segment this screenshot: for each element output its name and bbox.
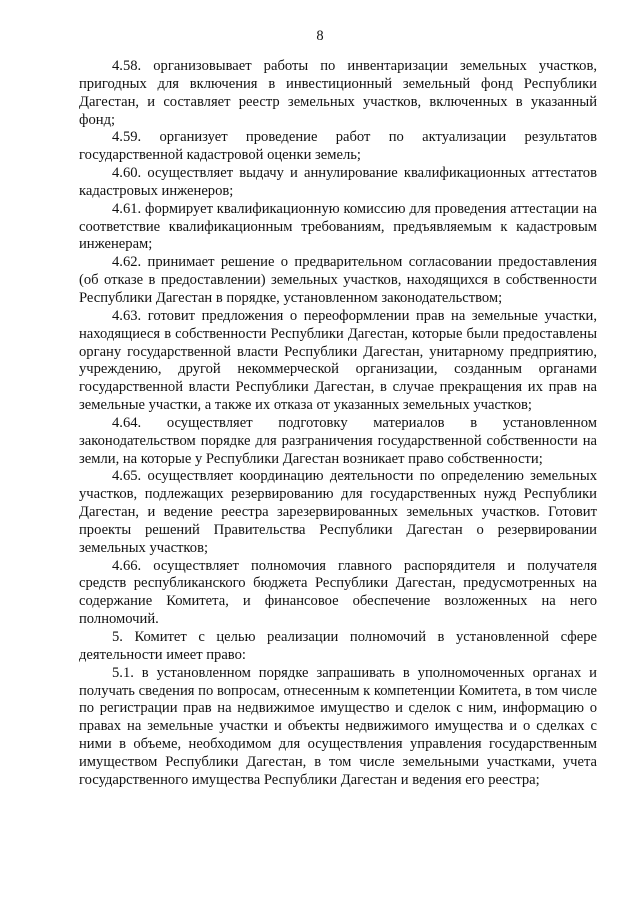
paragraph-5-1: 5.1. в установленном порядке запрашивать в уполномоченных органах и получать сведения по вопросам, отнесенным к компетенции Комитета, в том числе по регистрации прав на недвижимое имущество и сделок с ним, информацию о правах на земельные участки и объекты недвижимого имущества и о сделках с ними в объеме, необходимом для осуществления управления государственным имуществом Республики Дагестан, в том числе земельными участками, учета государственного имущества Республики Дагестан и ведения его реестра;	[79, 664, 597, 788]
paragraph-4-63: 4.63. готовит предложения о переоформлении прав на земельные участки, находящиеся в собственности Республики Дагестан, которые были предоставлены органу государственной власти Республики Дагестан, унитарному предприятию, учреждению, другой некоммерческой организации, созданным органами государственной власти Республики Дагестан, в случае прекращения их прав на земельные участки, а также их отказа от указанных земельных участков;	[79, 307, 597, 414]
paragraph-4-62: 4.62. принимает решение о предварительном согласовании предоставления (об отказе в предоставлении) земельных участков, находящихся в собственности Республики Дагестан в порядке, установленном законодательством;	[79, 254, 597, 306]
paragraph-4-60: 4.60. осуществляет выдачу и аннулирование квалификационных аттестатов кадастровых инженеров;	[79, 165, 597, 199]
paragraph-4-65: 4.65. осуществляет координацию деятельности по определению земельных участков, подлежащих резервированию для государственных нужд Республики Дагестан, и ведение реестра зарезервированных земельных участков. Готовит проекты решений Правительства Республики Дагестан о резервировании земельных участков;	[79, 468, 597, 556]
paragraph-4-61: 4.61. формирует квалификационную комиссию для проведения аттестации на соответствие квалификационным требованиям, предъявляемым к кадастровым инженерам;	[79, 200, 597, 253]
document-body	[79, 58, 597, 790]
paragraph-4-58: 4.58. организовывает работы по инвентаризации земельных участков, пригодных для включения в инвестиционный земельный фонд Республики Дагестан, и составляет реестр земельных участков, включенных в указанный фонд;	[79, 58, 597, 128]
paragraph-5: 5. Комитет с целью реализации полномочий в установленной сфере деятельности имеет право:	[79, 629, 597, 663]
paragraph-4-59: 4.59. организует проведение работ по актуализации результатов государственной кадастровой оценки земель;	[79, 129, 597, 164]
page-number: 8	[316, 28, 324, 44]
paragraph-4-64: 4.64. осуществляет подготовку материалов в установленном законодательством порядке для разграничения государственной собственности на земли, на которые у Республики Дагестан возникает право собственности;	[79, 414, 597, 467]
paragraph-4-66: 4.66. осуществляет полномочия главного распорядителя и получателя средств республиканского бюджета Республики Дагестан, предусмотренных на содержание Комитета, и финансовое обеспечение возложенных на него полномочий.	[79, 557, 597, 628]
